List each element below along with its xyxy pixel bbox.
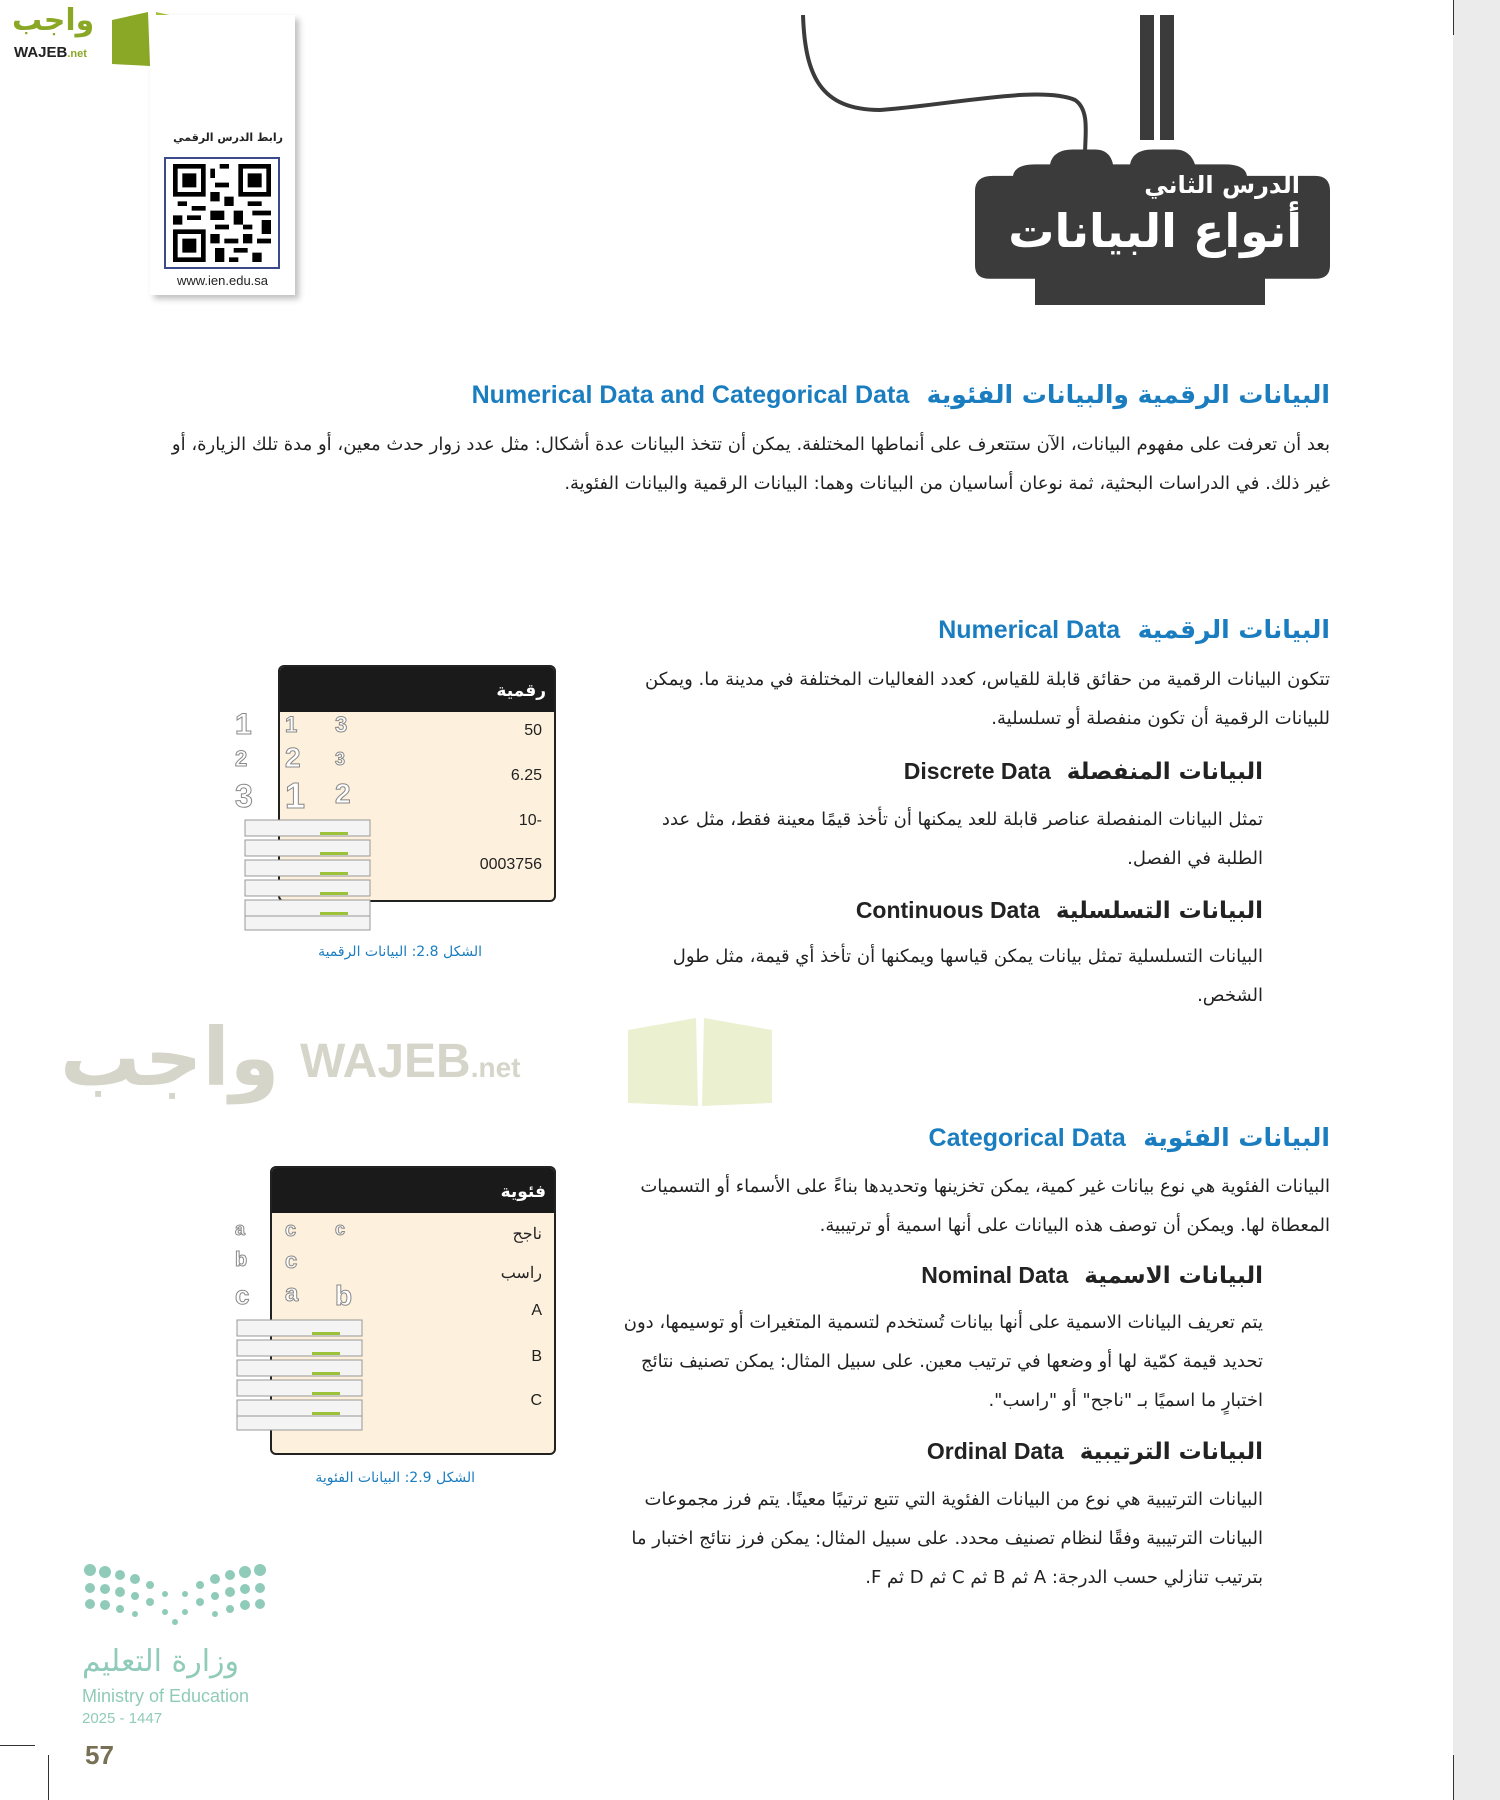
digital-lesson-card[interactable] — [150, 15, 295, 295]
digit-glyph: 2 — [285, 742, 301, 773]
nominal-paragraph: يتم تعريف البيانات الاسمية على أنها بيانات تُستخدم لتسمية المتغيرات أو توسيمها، دون تحديد قيمة كمّية لها أو وضعها في ترتيب معين. على سبيل المثال: يمكن تصنيف نتائج اختبارٍ ما اسميًا بـ "ناجح" أو "راسب". — [623, 1312, 1263, 1411]
server-stack-icon — [235, 816, 385, 938]
nominal-heading: البيانات الاسمية Nominal Data — [921, 1262, 1263, 1289]
letter-glyph: a — [285, 1280, 299, 1307]
intro-heading: البيانات الرقمية والبيانات الفئوية Numerical Data and Categorical Data — [471, 380, 1330, 409]
qr-label: رابط الدرس الرقمي — [173, 131, 283, 144]
intro-paragraph: بعد أن تعرفت على مفهوم البيانات، الآن ستتعرف على أنماطها المختلفة. يمكن أن تتخذ البيانات عدة أشكال: مثل عدد زوار حدث معين، أو مدة تلك الزيارة، أو غير ذلك. في الدراسات البحثية، ثمة نوعان أساسيان من البيانات وهما: البيانات الرقمية والبيانات الفئوية. — [171, 434, 1330, 494]
table-header: فئوية — [272, 1168, 554, 1213]
letter-glyph: b — [235, 1249, 248, 1271]
watermark-book-icon — [620, 1018, 780, 1106]
page-number: 57 — [85, 1740, 114, 1770]
table-row: 0003756 — [479, 856, 542, 873]
discrete-heading: البيانات المنفصلة Discrete Data — [903, 758, 1263, 785]
numerical-heading: البيانات الرقمية Numerical Data — [938, 615, 1330, 644]
qr-code-icon[interactable] — [164, 157, 280, 269]
table-row: ناجح — [512, 1226, 542, 1243]
table-row: 6.25 — [510, 767, 542, 784]
digit-glyph: 3 — [335, 749, 346, 769]
table-row: B — [531, 1348, 542, 1365]
ministry-name-english: Ministry of Education — [82, 1686, 250, 1706]
letter-glyph: c — [285, 1219, 297, 1241]
letter-glyph: b — [335, 1280, 353, 1311]
lesson-title: أنواع البيانات — [1008, 204, 1302, 258]
figure-caption: الشكل 2.9: البيانات الفئوية — [315, 1470, 475, 1486]
academic-year: 2025 - 1447 — [82, 1710, 163, 1727]
wajeb-watermark: واجب WAJEB.net — [60, 1018, 820, 1108]
continuous-paragraph: البيانات التسلسلية تمثل بيانات يمكن قياسها ويمكنها أن تأخذ أي قيمة، مثل طول الشخص. — [672, 946, 1263, 1006]
ministry-logo — [80, 1560, 280, 1730]
crop-mark — [0, 1745, 35, 1746]
logo-english: WAJEB.net — [14, 44, 87, 61]
table-row: A — [531, 1302, 542, 1319]
discrete-paragraph: تمثل البيانات المنفصلة عناصر قابلة للعد يمكنها أن تأخذ قيمًا معينة فقط، مثل عدد الطلبة في الفصل. — [661, 809, 1263, 869]
letter-glyph: c — [285, 1248, 298, 1273]
digit-glyph: 1 — [285, 775, 306, 816]
categorical-heading: البيانات الفئوية Categorical Data — [928, 1123, 1330, 1152]
lesson-banner — [975, 140, 1330, 305]
server-stack-illustration — [225, 1220, 385, 1440]
ordinal-heading: البيانات الترتيبية Ordinal Data — [926, 1438, 1263, 1465]
figure-caption: الشكل 2.8: البيانات الرقمية — [318, 944, 482, 960]
letter-glyph: c — [335, 1219, 346, 1239]
server-stack-icon — [227, 1316, 377, 1438]
digit-glyph: 3 — [235, 778, 253, 814]
digit-glyph: 3 — [335, 712, 348, 737]
lesson-number: الدرس الثاني — [1144, 171, 1300, 199]
crop-mark — [48, 1755, 49, 1800]
table-row: 50 — [524, 722, 542, 739]
letter-glyph: a — [235, 1219, 246, 1239]
digit-glyph: 1 — [235, 708, 252, 741]
categorical-paragraph: البيانات الفئوية هي نوع بيانات غير كمية، يمكن تخزينها وتحديدها بناءً على الأسماء أو التسميات المعطاة لها. ويمكن أن توصف هذه البيانات على أنها اسمية أو ترتيبية. — [640, 1176, 1330, 1236]
page-edge-strip — [1453, 0, 1500, 1800]
logo-arabic: واجب — [12, 3, 95, 38]
ministry-dots-icon — [80, 1560, 270, 1630]
table-row: -10 — [518, 812, 542, 829]
digit-glyph: 1 — [285, 712, 298, 737]
crop-mark — [1453, 0, 1454, 35]
letter-glyph: c — [235, 1280, 250, 1310]
crop-mark — [1453, 1755, 1454, 1800]
table-header: رقمية — [280, 667, 554, 712]
continuous-heading: البيانات التسلسلية Continuous Data — [855, 897, 1263, 924]
server-stack-illustration — [225, 710, 385, 930]
qr-url[interactable]: www.ien.edu.sa — [176, 273, 269, 288]
table-row: راسب — [500, 1265, 542, 1282]
ordinal-paragraph: البيانات الترتيبية هي نوع من البيانات الفئوية التي تتبع ترتيبًا معينًا. يتم فرز مجموعات البيانات الترتيبية وفقًا لنظام تصنيف محدد. على سبيل المثال: يمكن فرز نتائج اختبار ما بترتيب تنازلي حسب الدرجة: A ثم B ثم C ثم D ثم F. — [631, 1489, 1263, 1588]
ministry-name-arabic: وزارة التعليم — [82, 1644, 240, 1679]
table-row: C — [530, 1392, 542, 1409]
numerical-paragraph: تتكون البيانات الرقمية من حقائق قابلة للقياس، كعدد الفعاليات المختلفة في مدينة ما. ويمكن للبيانات الرقمية أن تكون منفصلة أو تسلسلية. — [645, 669, 1330, 729]
digit-glyph: 2 — [235, 746, 248, 771]
digit-glyph: 2 — [335, 778, 351, 809]
